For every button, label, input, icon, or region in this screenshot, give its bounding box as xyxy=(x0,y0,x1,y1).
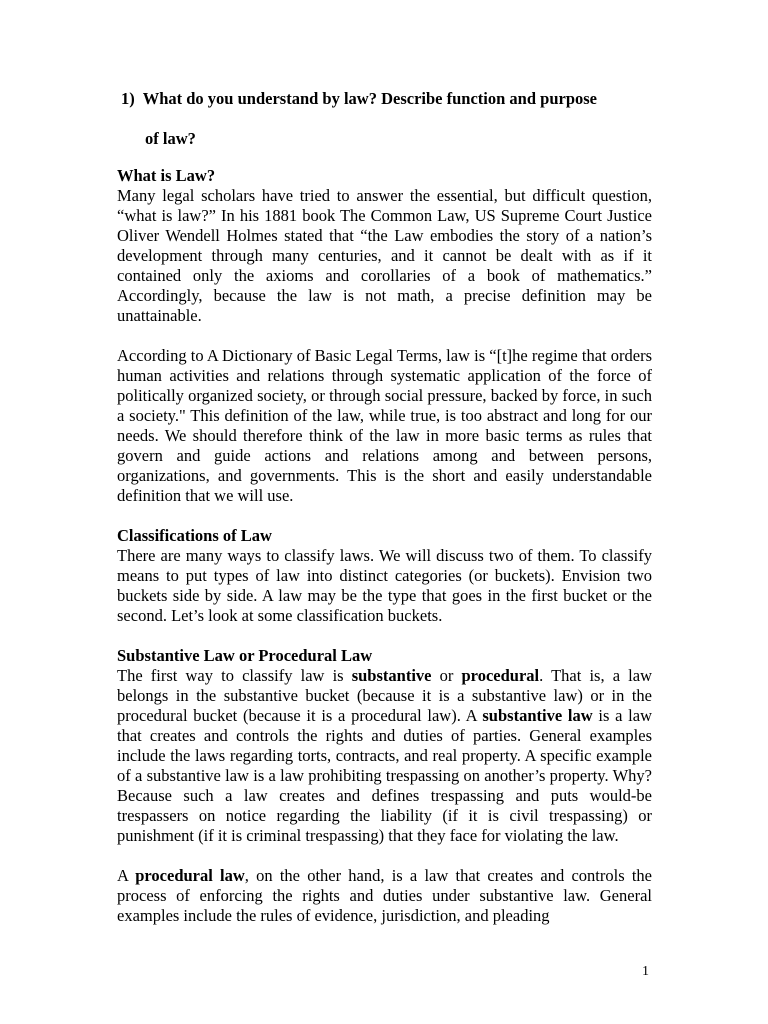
heading-classifications: Classifications of Law xyxy=(117,526,272,545)
paragraph-substantive-law xyxy=(117,666,652,846)
page-number: 1 xyxy=(642,964,649,979)
question-line-1 xyxy=(121,88,661,109)
paragraph-holmes: Many legal scholars have tried to answer the essential, but difficult question, “what is law?” In his 1881 book The Common Law, US Supreme Court Justice Oliver Wendell Holmes stated that “the Law embodies the story of a nation’s development through many centuries, and it cannot be dealt with as if it contained only the axioms and corollaries of a book of mathematics.” Accordingly, because the law is not math, a precise definition may be unattainable. xyxy=(117,186,652,325)
term-procedural: procedural xyxy=(461,666,540,685)
paragraph-procedural-law xyxy=(117,866,652,926)
question-text: What do you understand by law? Describe function and purpose xyxy=(142,89,597,108)
heading-substantive-procedural: Substantive Law or Procedural Law xyxy=(117,646,373,665)
text-run: , on the other hand, is a law that creates and controls the process of enforcing the rights and duties under substantive law. General examples include the rules of evidence, jurisdiction, and pleading xyxy=(117,866,652,925)
paragraph-dictionary-definition: According to A Dictionary of Basic Legal Terms, law is “[t]he regime that orders human activities and relations through systematic application of the force of politically organized society, or through social pressure, backed by force, in such a society." This definition of the law, while true, is too abstract and long for our needs. We should therefore think of the law in more basic terms as rules that govern and guide actions and relations among and between persons, organizations, and governments. This is the short and easily understandable definition that we will use. xyxy=(117,346,652,505)
text-run: The first way to classify law is xyxy=(117,666,352,685)
paragraph-classifications: There are many ways to classify laws. We will discuss two of them. To classify means to put types of law into distinct categories (or buckets). Envision two buckets side by side. A law may be the type that goes in the first bucket or the second. Let’s look at some classification buckets. xyxy=(117,546,652,625)
text-run: or xyxy=(431,666,462,685)
text-run: . That is, a law belongs in the substantive bucket (because it is a substantive law) or in the procedural bucket (because it is a procedural law). A xyxy=(117,666,652,725)
question-number: 1) xyxy=(121,89,135,108)
term-substantive-law: substantive law xyxy=(482,706,593,725)
question-line-2: of law? xyxy=(145,129,196,148)
term-procedural-law: procedural law xyxy=(135,866,245,885)
text-run: is a law that creates and controls the rights and duties of parties. General examples include the laws regarding torts, contracts, and real property. A specific example of a substantive law is a law prohibiting trespassing on another’s property. Why? Because such a law creates and defines trespassing and puts would-be trespassers on notice regarding the liability (if it is civil trespassing) or punishment (if it is criminal trespassing) that they face for violating the law. xyxy=(117,706,652,845)
heading-what-is-law: What is Law? xyxy=(117,166,216,185)
text-run: A xyxy=(117,866,136,885)
term-substantive: substantive xyxy=(351,666,432,685)
document-body xyxy=(117,166,652,926)
